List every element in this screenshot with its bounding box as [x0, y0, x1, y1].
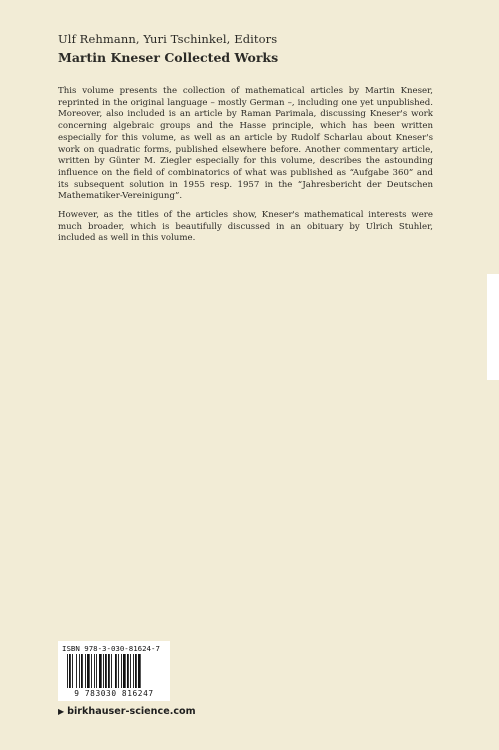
- abstract-paragraph-1: This volume presents the collection of mathematical articles by Martin Kneser, reprinted in the original language – mostly German –, including one yet unpublished. Moreover, also included is an article by Raman Parimala, discussing Kneser's work concerning algebraic groups and the Hasse principle, which has been written especially for this volume, as well as an article by Rudolf Scharlau about Kneser's work on quadratic forms, published elsewhere before. Another commentary article, written by Günter M. Ziegler especially for this volume, describes the astounding influence on the field of combinatorics of what was published as “Aufgabe 360” and its subsequent solution in 1955 resp. 1957 in the “Jahresbericht der Deutschen Mathematiker-Vereinigung”.: [58, 86, 433, 202]
- book-title: Martin Kneser Collected Works: [58, 50, 279, 65]
- isbn-label: ISBN 978-3-030-81624-7: [62, 644, 160, 653]
- edge-tab: [487, 274, 499, 380]
- arrow-right-icon: ▶: [58, 707, 65, 716]
- website-text: birkhauser-science.com: [67, 706, 196, 717]
- abstract: [58, 86, 433, 252]
- barcode-digits: 9 783030 816247: [74, 689, 154, 698]
- publisher-website[interactable]: [58, 706, 196, 717]
- barcode-box: [58, 641, 170, 701]
- abstract-paragraph-2: However, as the titles of the articles show, Kneser's mathematical interests were much broader, which is beautifully discussed in an obituary by Ulrich Stuhler, included as well in this volume.: [58, 210, 433, 244]
- barcode-bars: [67, 654, 163, 688]
- editors-line: Ulf Rehmann, Yuri Tschinkel, Editors: [58, 32, 278, 46]
